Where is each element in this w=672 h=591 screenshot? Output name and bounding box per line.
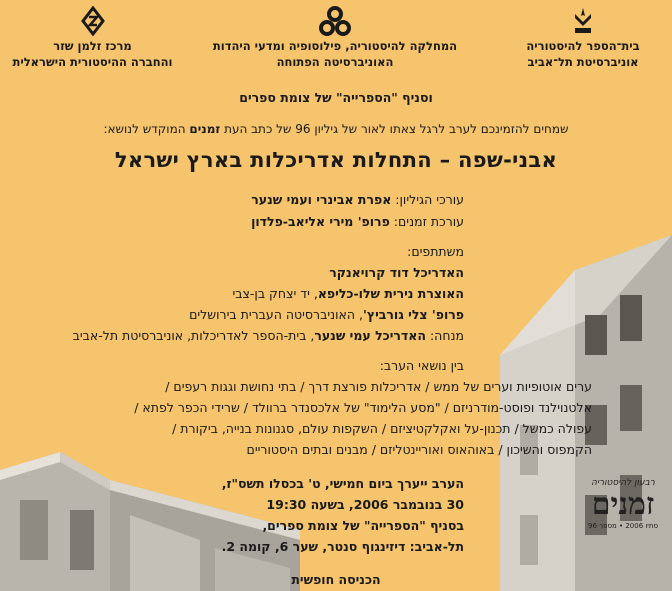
host-line: וסניף "הספרייה" של צומת ספרים (239, 90, 433, 105)
topics-label: בין נושאי הערב: (379, 358, 464, 373)
event-title: אבני-שפה – התחלות אדריכלות בארץ ישראל (114, 148, 558, 172)
moderator-name: האדריכל עמי שנער (314, 328, 426, 343)
editors-label: עורכי הגיליון: (395, 192, 464, 207)
intro-line (0, 122, 672, 136)
participant-3 (189, 307, 464, 322)
topics-line-4: הקמפוס והשיכון / באוהאוס ואוריינטליזם / מבנים ובתים היסטוריים (246, 442, 592, 457)
participant-2-affiliation: , יד יצחק בן-צבי (232, 286, 318, 301)
logo-shazar-center (10, 6, 175, 70)
intro-part2: המוקדש לנושא: (103, 122, 186, 136)
event-line-3: בסניף "הספרייה" של צומת ספרים, (262, 518, 464, 533)
editors-names: אפרת אבינרי ועמי שנער (251, 192, 392, 207)
shazar-logo-line2: והחברה ההיסטורית הישראלית (12, 55, 173, 69)
zmanim-journal-logo (580, 478, 666, 530)
moderator-label: מנחה: (429, 328, 464, 343)
intro-journal: זמנים (189, 122, 221, 136)
editors-line (251, 192, 464, 207)
ou-logo-line1: המחלקה להיסטוריה, פילוסופיה ומדעי היהדות (212, 39, 458, 53)
zmanim-name: זמנים (591, 487, 655, 522)
topics-line-1: ערים אוטופיות וערים של ממש / אדריכלות פורצת דרך / בתי נחושת וגגות רעפים / (165, 379, 592, 394)
zmanim-editor-line (251, 214, 464, 229)
zmanim-editor-label: עורכת זמנים: (393, 214, 464, 229)
shazar-logo-line1: מרכז זלמן שזר (53, 39, 132, 53)
moderator-line (73, 328, 464, 343)
event-line-1: הערב ייערך ביום חמישי, ט' בכסלו תשס"ז, (221, 476, 464, 491)
participant-3-name: פרופ' צלי גורביץ' (363, 307, 464, 322)
tau-logo-line1: בית־הספר להיסטוריה (526, 39, 640, 53)
tau-logo-line2: אוניברסיטת תל־אביב (527, 55, 639, 69)
participant-1: האדריכל דוד קרויאנקר (329, 265, 464, 280)
moderator-affiliation: , בית-הספר לאדריכלות, אוניברסיטת תל-אביב (72, 328, 315, 343)
zmanim-tagline: רבעון להיסטוריה (591, 478, 655, 488)
free-entry: הכניסה חופשית (291, 572, 381, 587)
intro-part1: שמחים להזמינכם לערב לרגל צאתו לאור של גיליון 96 של כתב העת (224, 122, 569, 136)
zmanim-editor-name: פרופ' מירי אליאב-פלדון (251, 214, 390, 229)
tel-aviv-university-emblem-icon (571, 6, 595, 36)
ou-logo-line2: האוניברסיטה הפתוחה (276, 55, 394, 69)
topics-line-3: עפולה כמשל / תכנון-על ואקלקטיציזם / השקפות עולם, סגנונות בנייה, ביקורת / (172, 421, 592, 436)
event-line-4: תל-אביב: דיזינגוף סנטר, שער 6, קומה 2. (221, 539, 464, 554)
zmanim-issue: סתיו 2006 • מספר 96 (587, 522, 659, 530)
participant-2-name: האוצרת נירית שלו-כליפא (317, 286, 464, 301)
event-line-2: 30 בנובמבר 2006, בשעה 19:30 (266, 497, 464, 512)
logo-open-university (205, 6, 465, 70)
shazar-center-emblem-icon (81, 6, 105, 36)
topics-line-2: אלטנוילנד ופוסט-מודרניזם / "מסע הלימוד" של אלכסנדר ברוולד / שרידי הכפר לפתא / (134, 400, 592, 415)
logo-tel-aviv-university (508, 6, 658, 70)
open-university-emblem-icon (318, 6, 352, 36)
participant-2 (232, 286, 464, 301)
participant-3-affiliation: , האוניברסיטה העברית בירושלים (189, 307, 363, 322)
building-photo-left (0, 440, 300, 591)
participants-label: משתתפים: (407, 244, 464, 259)
